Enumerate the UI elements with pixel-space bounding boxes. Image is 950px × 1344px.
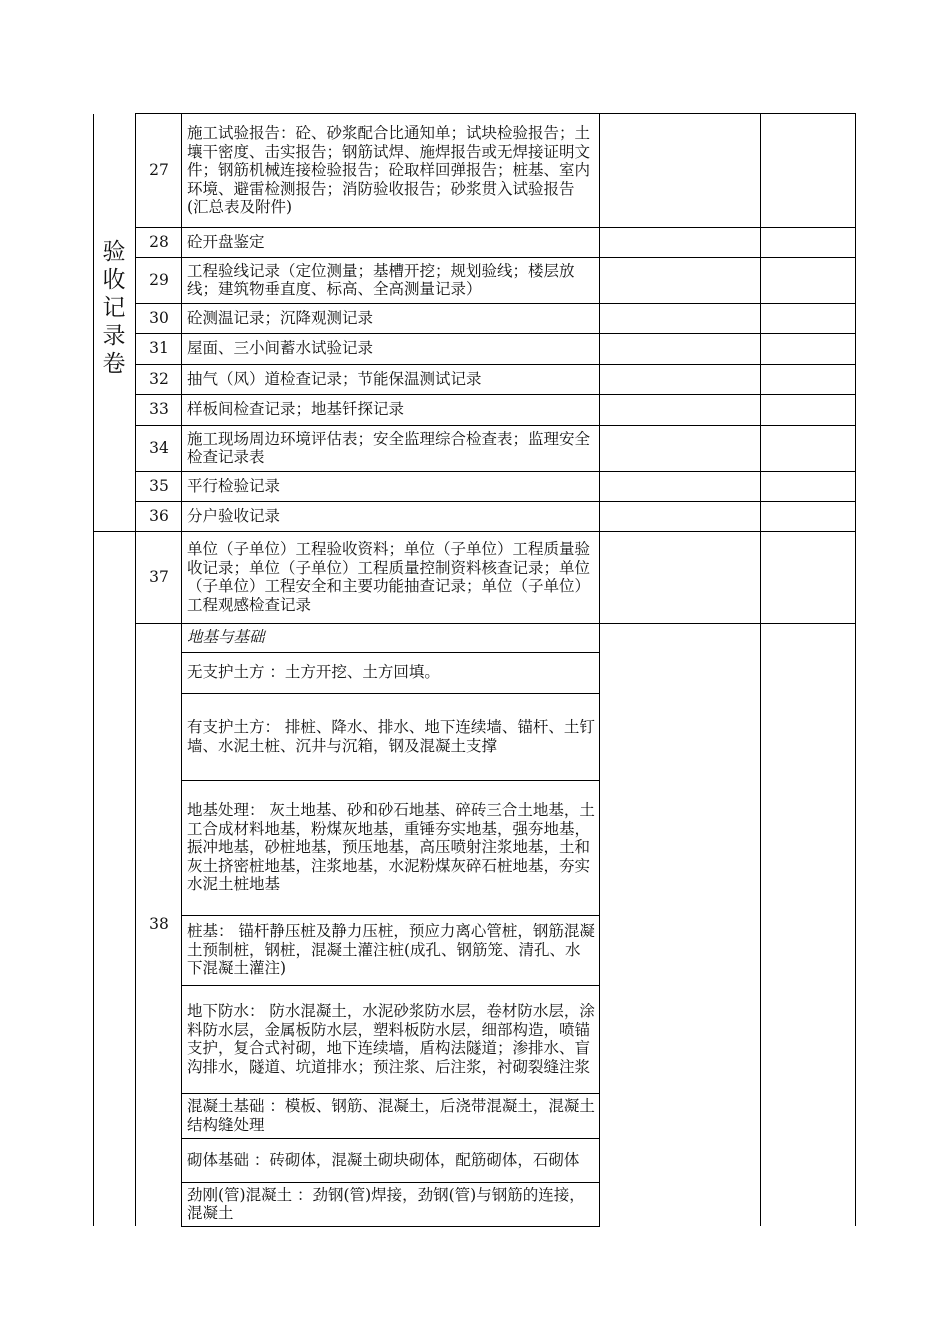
row-content: 工程验线记录（定位测量；基槽开挖；规划验线；楼层放线；建筑物垂直度、标高、全高测量记录） (187, 261, 575, 298)
subitem: 劲刚(管)混凝土 ：劲钢(管)焊接，劲钢(管)与钢筋的连接，混凝土 (187, 1185, 585, 1222)
row-number: 30 (149, 308, 169, 327)
row-number: 32 (149, 369, 169, 388)
grid-line (855, 114, 856, 1226)
grid-line (135, 113, 856, 114)
grid-line (181, 1182, 600, 1183)
grid-line (181, 114, 182, 1226)
row-content: 施工现场周边环境评估表；安全监理综合检查表；监理安全检查记录表 (187, 429, 591, 466)
grid-line (135, 303, 856, 304)
grid-line (135, 501, 856, 502)
grid-line (135, 471, 856, 472)
row-content: 分户验收记录 (187, 506, 281, 525)
row-number: 28 (149, 232, 169, 251)
grid-line (181, 693, 600, 694)
row-content: 平行检验记录 (187, 476, 281, 495)
grid-line (181, 985, 600, 986)
grid-line (93, 531, 856, 532)
grid-line (135, 114, 136, 1226)
row-content: 样板间检查记录；地基钎探记录 (187, 400, 405, 419)
subitem: 无支护土方 ：土方开挖、土方回填。 (187, 663, 440, 682)
row-number: 36 (149, 506, 169, 525)
row-number: 33 (149, 400, 169, 419)
grid-line (760, 114, 761, 1226)
row-content: 砼开盘鉴定 (187, 232, 265, 251)
subitem: 有支护土方： 排桩、降水、排水、地下连续墙、锚杆、土钉墙、水泥土桩、沉井与沉箱，钢及混凝土支撑 (187, 718, 595, 755)
subitem: 桩基： 锚杆静压桩及静力压桩，预应力离心管桩，钢筋混凝土预制桩，钢桩，混凝土灌注桩(成孔、钢筋笼、清孔、水下混凝土灌注) (187, 922, 595, 978)
grid-line (135, 425, 856, 426)
subitem: 地基处理： 灰土地基、砂和砂石地基、碎砖三合土地基，土工合成材料地基，粉煤灰地基，重锤夯实地基，强夯地基，振冲地基，砂桩地基，预压地基，高压喷射注浆地基，土和灰土挤密桩地基，注浆地基，水泥粉煤灰碎石桩地基，夯实水泥土桩地基 (187, 801, 595, 894)
subitem: 地下防水： 防水混凝土，水泥砂浆防水层，卷材防水层，涂料防水层，金属板防水层，塑料板防水层，细部构造，喷锚支护，复合式衬砌，地下连续墙，盾构法隧道；渗排水、盲沟排水，隧道、坑道排水；预注浆、后注浆，衬砌裂缝注浆 (187, 1002, 595, 1076)
grid-line (135, 623, 856, 624)
row-content: 抽气（风）道检查记录；节能保温测试记录 (187, 369, 482, 388)
grid-line (135, 394, 856, 395)
grid-line (181, 915, 600, 916)
subitem: 砌体基础 ：砖砌体，混凝土砌块砌体，配筋砌体，石砌体 (187, 1150, 580, 1169)
grid-line (135, 257, 856, 258)
grid-line (93, 114, 94, 1226)
row-number: 37 (149, 567, 169, 586)
grid-line (599, 114, 600, 1226)
row-number: 31 (149, 339, 169, 358)
row-number: 35 (149, 476, 169, 495)
row-number: 29 (149, 270, 169, 289)
row-number: 34 (149, 438, 169, 457)
row-content: 砼测温记录；沉降观测记录 (187, 308, 374, 327)
section-title: 验 收 记 录 卷 (102, 239, 126, 377)
row-content: 施工试验报告：砼、砂浆配合比通知单；试块检验报告；土壤干密度、击实报告；钢筋试焊、施焊报告或无焊接证明文件；钢筋机械连接检验报告；砼取样回弹报告；桩基、室内环境、避雷检测报告；消防验收报告；砂浆贯入试验报告(汇总表及附件) (187, 124, 591, 217)
grid-line (135, 364, 856, 365)
grid-line (181, 1226, 600, 1227)
row-content: 屋面、三小间蓄水试验记录 (187, 339, 374, 358)
grid-line (181, 1093, 600, 1094)
grid-line (135, 227, 856, 228)
grid-line (135, 333, 856, 334)
subitem-heading: 地基与基础 (187, 628, 265, 647)
row-number: 38 (149, 915, 169, 934)
subitem: 混凝土基础 ：模板、钢筋、混凝土，后浇带混凝土，混凝土结构缝处理 (187, 1097, 595, 1134)
row-content: 单位（子单位）工程验收资料；单位（子单位）工程质量验收记录；单位（子单位）工程质量控制资料核查记录；单位（子单位）工程安全和主要功能抽查记录；单位（子单位）工程观感检查记录 (187, 540, 591, 614)
grid-line (181, 780, 600, 781)
grid-line (181, 652, 600, 653)
grid-line (181, 1138, 600, 1139)
row-number: 27 (149, 161, 169, 180)
